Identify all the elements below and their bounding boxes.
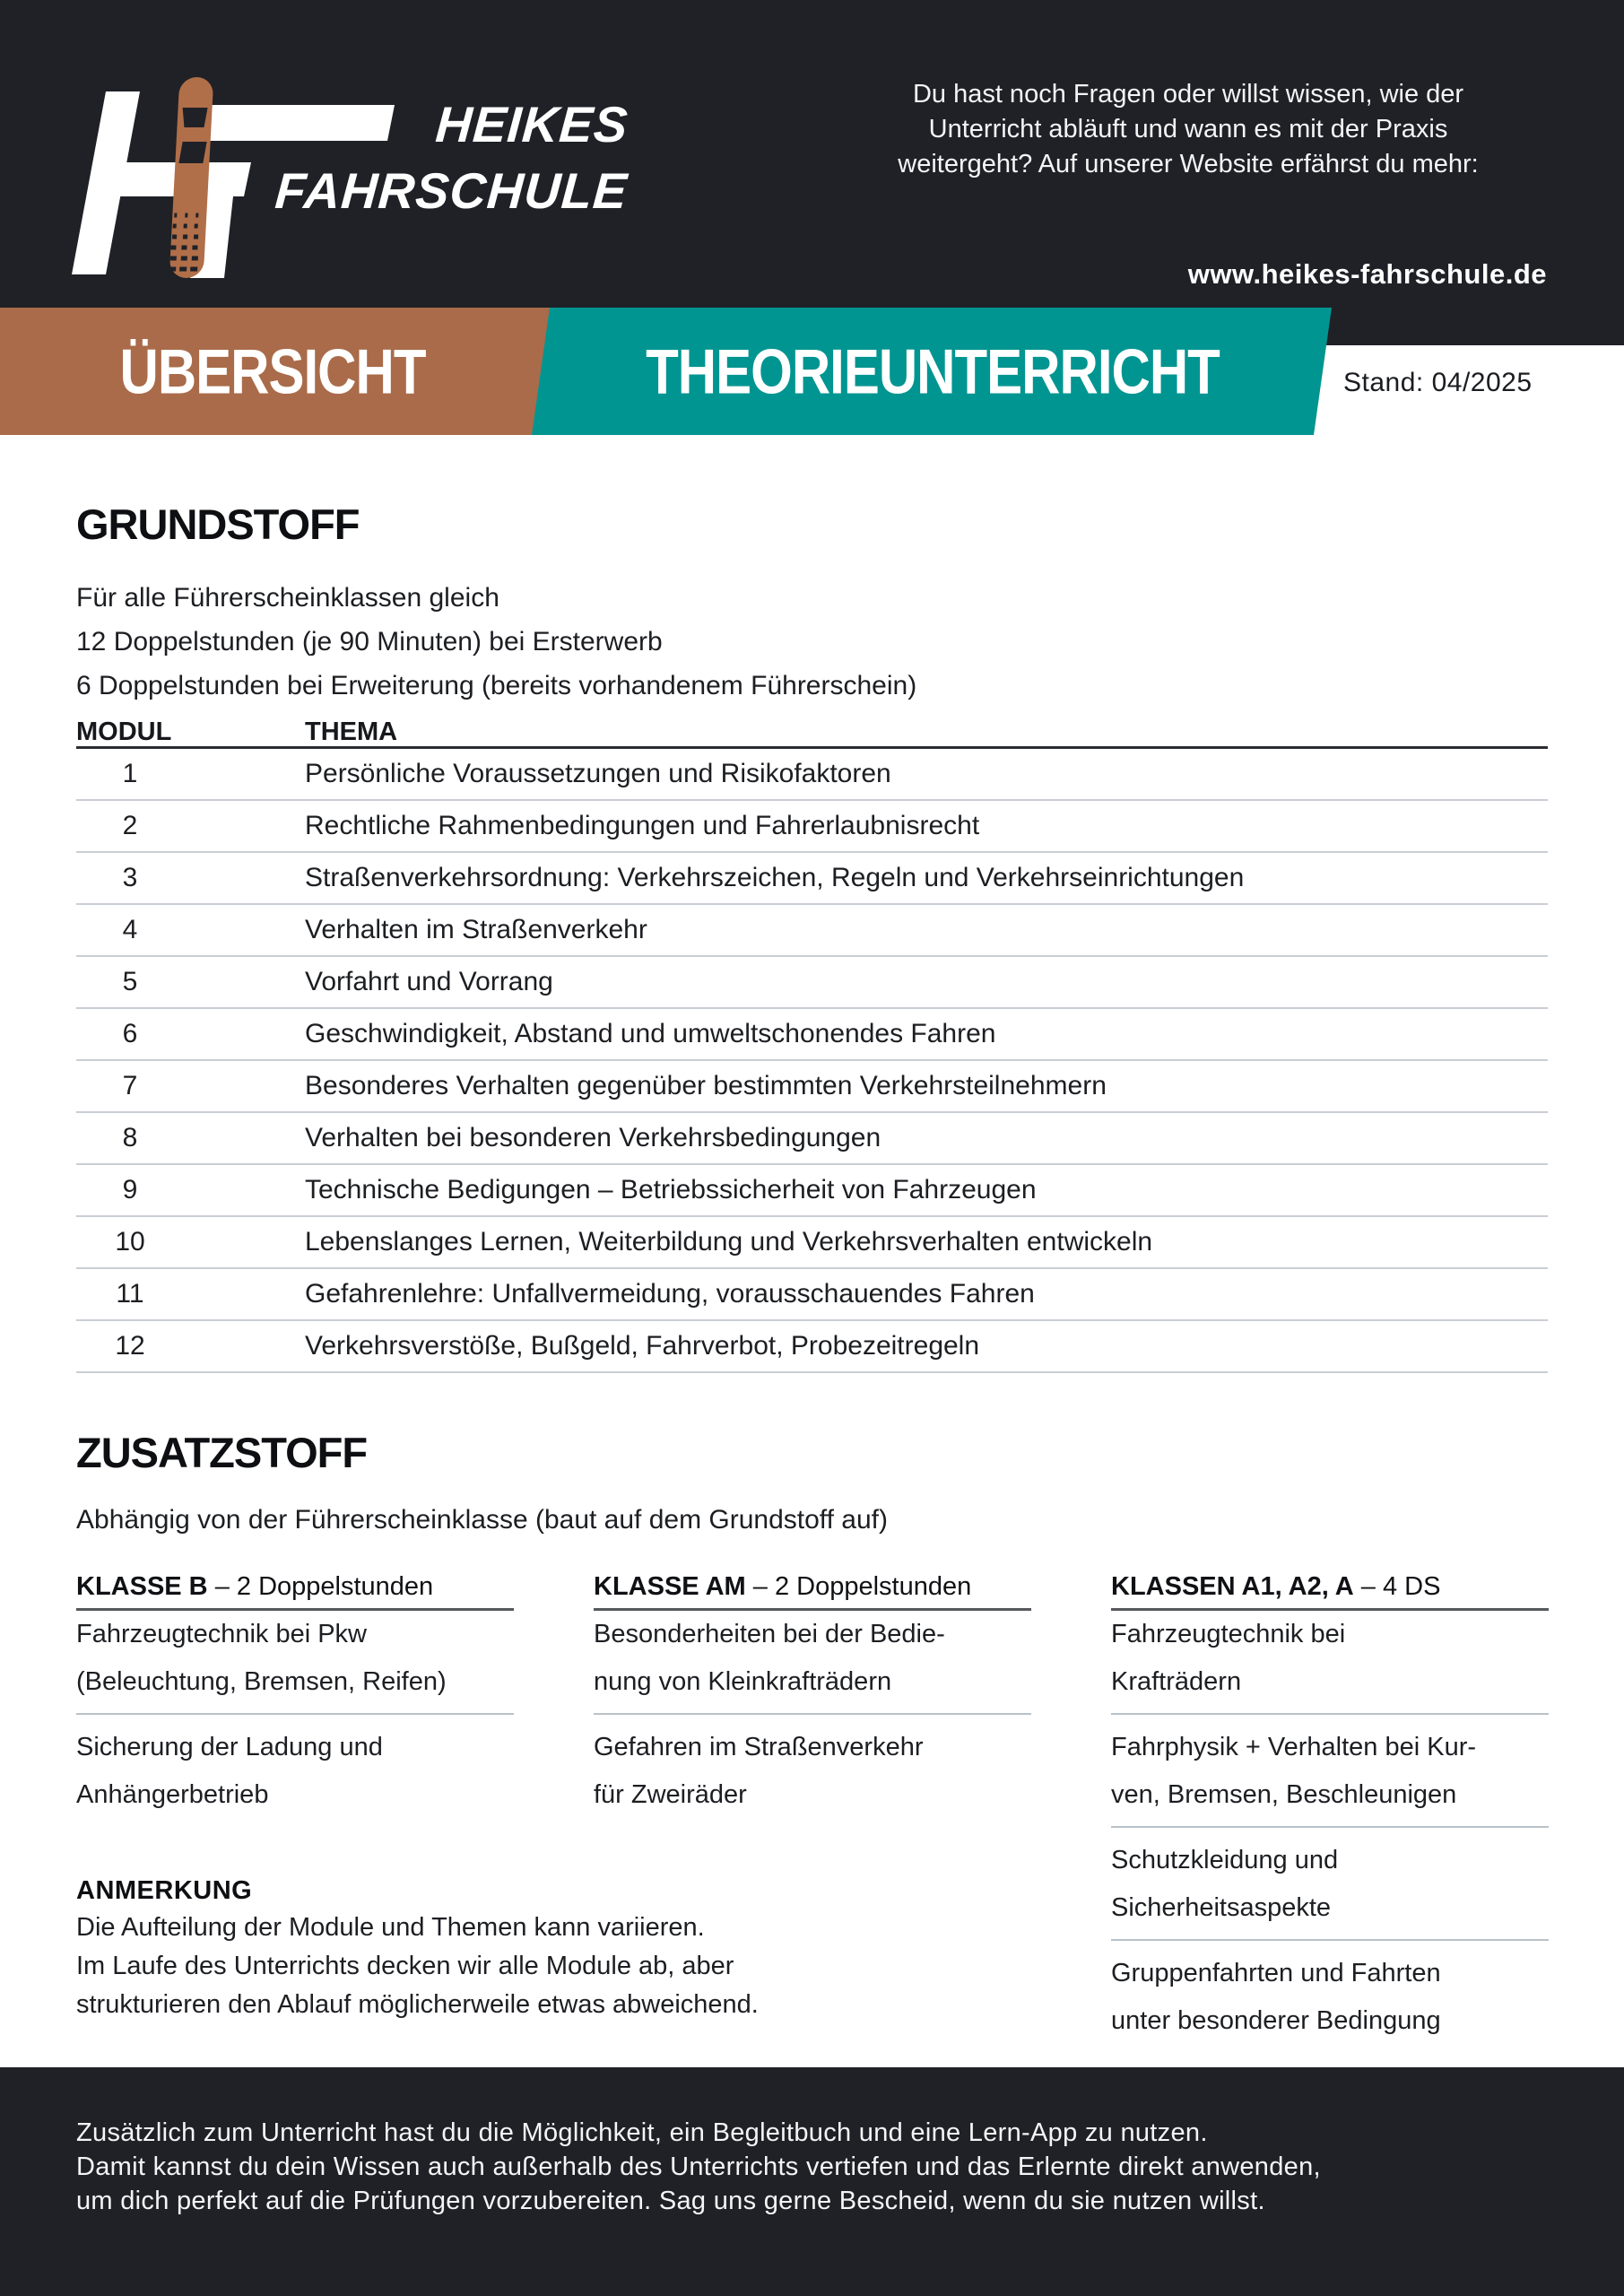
modul-thema: Verhalten im Straßenverkehr: [305, 915, 647, 944]
column-klasse-b: [76, 1568, 514, 1819]
header-intro-line: Du hast noch Fragen oder willst wissen, wie der: [912, 80, 1464, 109]
list-item: Krafträdern: [1111, 1667, 1242, 1696]
modul-number: 12: [115, 1331, 145, 1361]
list-item: Fahrzeugtechnik bei: [1111, 1620, 1346, 1648]
header-intro-text: [829, 77, 1547, 182]
modul-number: 1: [122, 759, 138, 788]
list-item: Fahrzeugtechnik bei Pkw: [76, 1620, 367, 1648]
logo-text-fahrschule: FAHRSCHULE: [274, 162, 630, 219]
table-row: [76, 1321, 1548, 1373]
divider: [1111, 1826, 1549, 1828]
modul-number: 10: [115, 1227, 145, 1257]
column-klassen-a1-a2-a: [1111, 1568, 1549, 2045]
column-header-modul: MODUL: [76, 718, 172, 746]
header-intro-line: weitergeht? Auf unserer Website erfährst du mehr:: [898, 150, 1479, 178]
divider: [594, 1713, 1031, 1715]
table-row: [76, 801, 1548, 853]
column-klassen-a-header: KLASSEN A1, A2, A – 4 DS: [1111, 1568, 1549, 1611]
footer-line: Zusätzlich zum Unterricht hast du die Möglichkeit, ein Begleitbuch und eine Lern-App zu nutzen.: [76, 2118, 1208, 2147]
modul-number: 7: [122, 1071, 138, 1100]
grundstoff-intro-line: 6 Doppelstunden bei Erweiterung (bereits vorhandenem Führerschein): [76, 671, 917, 700]
modul-number: 6: [122, 1019, 138, 1048]
modul-thema: Vorfahrt und Vorrang: [305, 967, 553, 996]
grundstoff-title: GRUNDSTOFF: [76, 500, 360, 548]
zusatzstoff-title: ZUSATZSTOFF: [76, 1429, 368, 1476]
divider: [76, 1713, 514, 1715]
anmerkung-line: strukturieren den Ablauf möglicherweile etwas abweichend.: [76, 1990, 759, 2019]
table-row: [76, 1113, 1548, 1165]
stand-date: Stand: 04/2025: [1343, 368, 1533, 397]
anmerkung-title: ANMERKUNG: [76, 1876, 253, 1905]
modul-number: 5: [122, 967, 138, 996]
banner-label-theorieunterricht: THEORIEUNTERRICHT: [646, 335, 1220, 407]
list-item: Fahrphysik + Verhalten bei Kur-: [1111, 1733, 1477, 1761]
grundstoff-intro: [76, 576, 1548, 708]
list-item: Anhängerbetrieb: [76, 1780, 269, 1809]
modul-number: 2: [122, 811, 138, 840]
table-row: [76, 1165, 1548, 1217]
table-row: [76, 749, 1548, 801]
list-item: unter besonderer Bedingung: [1111, 2006, 1441, 2035]
list-item: nung von Kleinkrafträdern: [594, 1667, 892, 1696]
modul-number: 9: [122, 1175, 138, 1205]
divider: [1111, 1713, 1549, 1715]
table-row: [76, 1217, 1548, 1269]
table-row: [76, 957, 1548, 1009]
modul-number: 8: [122, 1123, 138, 1152]
modul-thema: Gefahrenlehre: Unfallvermeidung, vorausschauendes Fahren: [305, 1279, 1035, 1309]
list-item: Sicherung der Ladung und: [76, 1733, 383, 1761]
header-intro-line: Unterricht abläuft und wann es mit der Praxis: [928, 115, 1448, 144]
list-item: Gruppenfahrten und Fahrten: [1111, 1959, 1441, 1987]
banner-label-uebersicht: ÜBERSICHT: [119, 335, 426, 407]
table-row: [76, 905, 1548, 957]
column-header-thema: THEMA: [305, 718, 398, 746]
table-row: [76, 1009, 1548, 1061]
heikes-fahrschule-logo: [65, 52, 630, 285]
logo-text-heikes: HEIKES: [433, 96, 630, 152]
column-klasse-am: [594, 1568, 1031, 1819]
modul-thema: Geschwindigkeit, Abstand und umweltschonendes Fahren: [305, 1019, 996, 1048]
column-klasse-b-header: KLASSE B – 2 Doppelstunden: [76, 1568, 514, 1611]
modul-thema: Rechtliche Rahmenbedingungen und Fahrerlaubnisrecht: [305, 811, 980, 840]
divider: [1111, 1939, 1549, 1941]
modul-thema: Verhalten bei besonderen Verkehrsbedingungen: [305, 1123, 881, 1152]
list-item: Schutzkleidung und: [1111, 1846, 1339, 1874]
website-link[interactable]: www.heikes-fahrschule.de: [1187, 258, 1547, 290]
header-bar: [0, 0, 1624, 345]
module-table: [76, 718, 1548, 1373]
modul-number: 11: [116, 1279, 144, 1309]
table-row: [76, 1269, 1548, 1321]
zusatzstoff-intro: Abhängig von der Führerscheinklasse (baut auf dem Grundstoff auf): [76, 1505, 888, 1535]
modul-thema: Persönliche Voraussetzungen und Risikofaktoren: [305, 759, 891, 788]
footer-line: Damit kannst du dein Wissen auch außerhalb des Unterrichts vertiefen und das Erlernte direkt anwenden,: [76, 2152, 1321, 2181]
list-item: Sicherheitsaspekte: [1111, 1893, 1332, 1922]
main-content: [76, 502, 1548, 2039]
modul-thema: Straßenverkehrsordnung: Verkehrszeichen, Regeln und Verkehrseinrichtungen: [305, 863, 1245, 892]
list-item: Besonderheiten bei der Bedie-: [594, 1620, 945, 1648]
modul-thema: Technische Bedigungen – Betriebssicherheit von Fahrzeugen: [305, 1175, 1037, 1205]
list-item: Gefahren im Straßenverkehr: [594, 1733, 924, 1761]
list-item: (Beleuchtung, Bremsen, Reifen): [76, 1667, 447, 1696]
anmerkung-line: Die Aufteilung der Module und Themen kann variieren.: [76, 1913, 705, 1942]
anmerkung-line: Im Laufe des Unterrichts decken wir alle Module ab, aber: [76, 1952, 734, 1980]
list-item: für Zweiräder: [594, 1780, 747, 1809]
modul-thema: Verkehrsverstöße, Bußgeld, Fahrverbot, Probezeitregeln: [305, 1331, 980, 1361]
grundstoff-intro-line: Für alle Führerscheinklassen gleich: [76, 583, 499, 613]
modul-number: 4: [122, 915, 138, 944]
table-row: [76, 1061, 1548, 1113]
grundstoff-intro-line: 12 Doppelstunden (je 90 Minuten) bei Ersterwerb: [76, 627, 663, 657]
footer-bar: [0, 2067, 1624, 2296]
modul-thema: Besonderes Verhalten gegenüber bestimmten Verkehrsteilnehmern: [305, 1071, 1107, 1100]
modul-number: 3: [122, 863, 138, 892]
table-row: [76, 853, 1548, 905]
column-klasse-am-header: KLASSE AM – 2 Doppelstunden: [594, 1568, 1031, 1611]
footer-line: um dich perfekt auf die Prüfungen vorzubereiten. Sag uns gerne Bescheid, wenn du sie nutzen willst.: [76, 2187, 1265, 2215]
list-item: ven, Bremsen, Beschleunigen: [1111, 1780, 1457, 1809]
modul-thema: Lebenslanges Lernen, Weiterbildung und Verkehrsverhalten entwickeln: [305, 1227, 1153, 1257]
anmerkung-note: [76, 1873, 937, 2024]
module-table-header: [76, 718, 1548, 749]
